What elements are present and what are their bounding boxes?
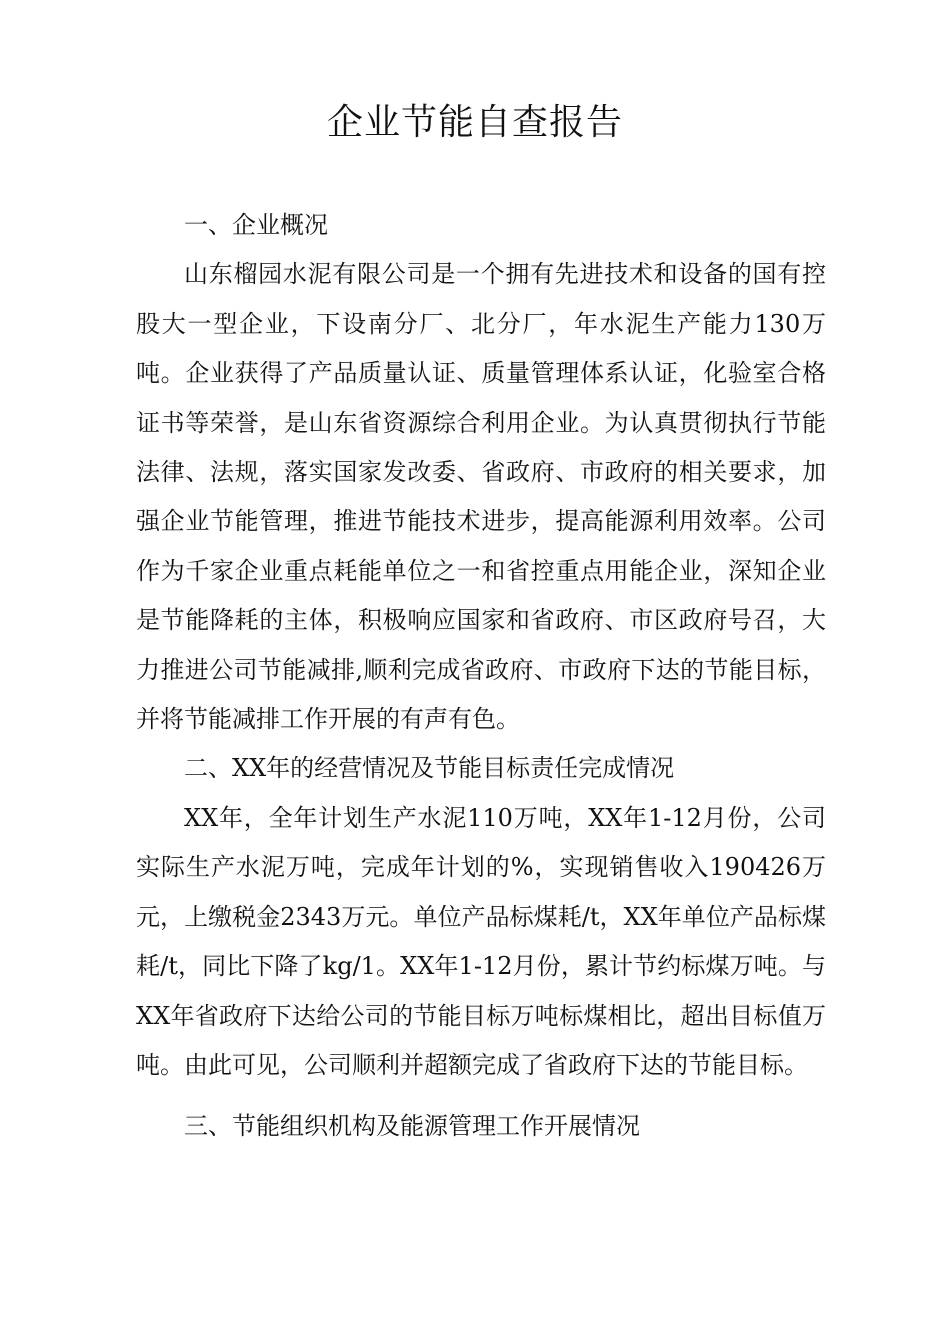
section-heading-organization: 三、节能组织机构及能源管理工作开展情况 <box>184 1112 640 1141</box>
overview-paragraph: 山东榴园水泥有限公司是一个拥有先进技术和设备的国有控股大一型企业，下设南分厂、北分厂，年水泥生产能力130万吨。企业获得了产品质量认证、质量管理体系认证，化验室合格证书等荣誉，是山东省资源综合利用企业。为认真贯彻执行节能法律、法规，落实国家发改委、省政府、市政府的相关要求，加强企业节能管理，推进节能技术进步，提高能源利用效率。公司作为千家企业重点耗能单位之一和省控重点用能企业，深知企业是节能降耗的主体，积极响应国家和省政府、市区政府号召，大力推进公司节能减排,顺利完成省政府、市政府下达的节能目标，并将节能减排工作开展的有声有色。 <box>136 260 826 734</box>
document-title: 企业节能自查报告 <box>326 102 623 143</box>
document-body <box>136 201 826 1152</box>
operations-paragraph: XX年，全年计划生产水泥110万吨，XX年1-12月份，公司实际生产水泥万吨，完成年计划的%，实现销售收入190426万元，上缴税金2343万元。单位产品标煤耗/t，XX年单位产品标煤耗/t，同比下降了kg/1。XX年1-12月份，累计节约标煤万吨。与XX年省政府下达给公司的节能目标万吨标煤相比，超出目标值万吨。由此可见，公司顺利并超额完成了省政府下达的节能目标。 <box>136 803 826 1079</box>
section-heading-operations: 二、XX年的经营情况及节能目标责任完成情况 <box>184 754 675 783</box>
section-heading-overview: 一、企业概况 <box>184 211 328 239</box>
section-spacer <box>136 1090 826 1102</box>
